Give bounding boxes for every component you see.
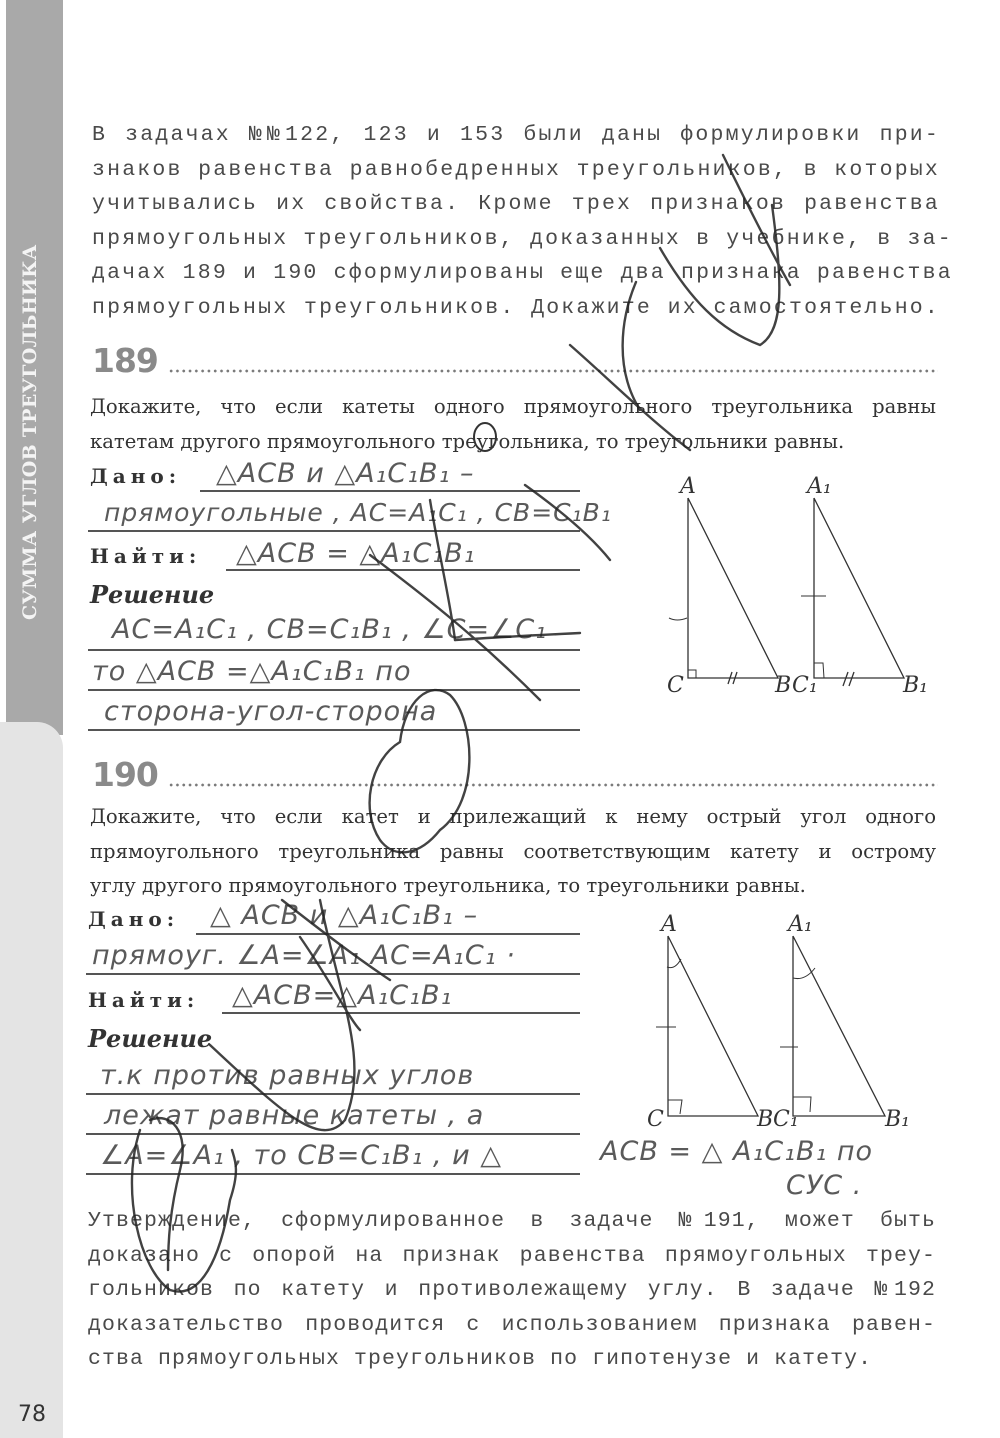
vertex-label: A <box>661 912 677 937</box>
vertex-label: C₁ <box>773 1107 799 1132</box>
task-189-statement <box>90 390 936 459</box>
find-label: Найти: <box>90 544 202 568</box>
vertex-label: B <box>757 1107 774 1132</box>
outro-paragraph <box>88 1204 936 1377</box>
solution-continuation: ACB = △ A₁C₁B₁ по <box>600 1136 874 1167</box>
vertex-label: C₁ <box>792 673 818 698</box>
intro-line: прямоугольных треугольников. Докажите их самостоятельно. <box>92 295 940 320</box>
intro-line: учитывались их свойства. Кроме трех признаков равенства <box>92 192 940 216</box>
task-190-figure <box>580 900 980 1140</box>
find-answer: △ACB=△A₁C₁B₁ <box>232 980 453 1011</box>
intro-paragraph <box>92 118 953 325</box>
answer-line <box>86 973 580 975</box>
vertex-label: B <box>775 673 792 698</box>
solution-line: AC=A₁C₁ , CB=C₁B₁ , ∠C=∠C₁ <box>112 614 547 645</box>
vertex-label: B₁ <box>903 673 928 698</box>
outro-line: Утверждение, сформулированное в задаче №191, может быть <box>88 1209 936 1233</box>
intro-line: знаков равенства равнобедренных треугольников, в которых <box>92 157 940 182</box>
task-189-figure <box>640 460 960 700</box>
solution-line: сторона-угол-сторона <box>104 696 438 727</box>
answer-line <box>88 729 580 731</box>
intro-line: В задачах №№122, 123 и 153 были даны формулировки при- <box>92 123 940 147</box>
answer-line <box>86 1093 580 1095</box>
outro-line: гольников по катету и противолежащему углу. В задаче №192 <box>88 1278 936 1302</box>
vertex-label: C <box>667 673 684 698</box>
vertex-label: A <box>680 474 696 499</box>
intro-line: прямоугольных треугольников, доказанных в учебнике, в за- <box>92 226 953 251</box>
find-label: Найти: <box>88 988 200 1012</box>
answer-line <box>88 530 580 532</box>
answer-line <box>88 689 580 691</box>
statement-line: углу другого прямоугольного треугольника, то треугольники равны. <box>90 874 806 897</box>
statement-line: прямоугольного треугольника равны соответствующим катету и острому <box>90 839 936 863</box>
answer-line <box>226 569 580 571</box>
dotted-leader <box>168 783 938 787</box>
solution-line: т.к против равных углов <box>100 1060 475 1091</box>
vertex-label: B₁ <box>885 1107 910 1132</box>
given-label: Дано: <box>90 464 182 488</box>
find-answer: △ACB = △A₁C₁B₁ <box>236 538 476 569</box>
task-190-header <box>92 752 938 792</box>
given-answer: прямоуг. ∠A=∠A₁ AC=A₁C₁ · <box>92 940 516 971</box>
vertex-label: C <box>647 1107 664 1132</box>
task-189-header <box>92 338 938 378</box>
given-answer: △ACB и △A₁C₁B₁ – <box>216 458 475 489</box>
solution-line: лежат равные катеты , а <box>104 1100 485 1131</box>
solution-label: Решение <box>90 580 215 609</box>
answer-line <box>222 1012 580 1014</box>
given-answer: прямоугольные , AC=A₁C₁ , CB=C₁B₁ <box>104 498 612 527</box>
task-number: 189 <box>92 341 158 380</box>
solution-continuation: СУС . <box>786 1170 863 1201</box>
answer-line <box>86 1133 580 1135</box>
page-number: 78 <box>18 1402 46 1427</box>
given-answer: △ ACB и △A₁C₁B₁ – <box>210 900 479 931</box>
sidebar-lower-panel <box>0 722 63 1438</box>
outro-line: ства прямоугольных треугольников по гипотенузе и катету. <box>88 1347 873 1371</box>
outro-line: доказательство проводится с использованием признака равен- <box>88 1312 936 1337</box>
solution-line: то △ACB =△A₁C₁B₁ по <box>92 656 412 687</box>
vertex-label: A₁ <box>788 912 813 937</box>
statement-line: катетам другого прямоугольного треугольника, то треугольники равны. <box>90 429 845 453</box>
answer-line <box>88 649 580 651</box>
section-title: СУММА УГЛОВ ТРЕУГОЛЬНИКА <box>19 244 41 620</box>
task-number: 190 <box>92 755 158 794</box>
answer-line <box>86 1173 580 1175</box>
answer-line <box>196 933 580 935</box>
given-label: Дано: <box>88 907 180 931</box>
outro-line: доказано с опорой на признак равенства прямоугольных треу- <box>88 1243 936 1268</box>
task-190-statement <box>90 800 936 904</box>
statement-line: Докажите, что если катет и прилежащий к нему острый угол одного <box>90 805 936 828</box>
dotted-leader <box>168 369 938 373</box>
solution-line: ∠A=∠A₁ , то CB=C₁B₁ , и △ <box>100 1140 503 1171</box>
intro-line: дачах 189 и 190 сформулированы еще два признака равенства <box>92 261 953 285</box>
statement-line: Докажите, что если катеты одного прямоугольного треугольника равны <box>90 395 936 418</box>
vertex-label: A₁ <box>807 474 832 499</box>
answer-line <box>200 490 580 492</box>
solution-label: Решение <box>88 1024 213 1053</box>
